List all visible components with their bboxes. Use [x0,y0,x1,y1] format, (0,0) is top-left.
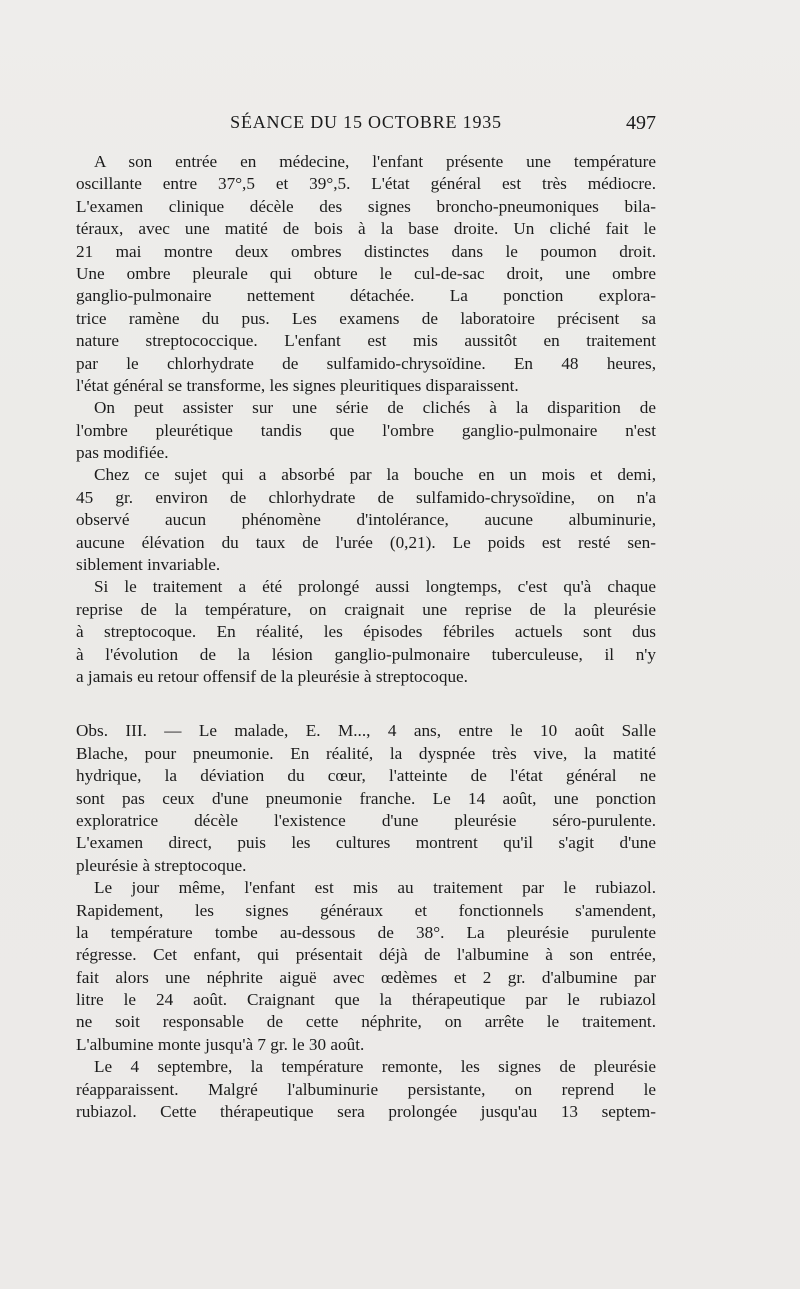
paragraph [76,151,656,397]
text-line: à l'évolution de la lésion ganglio-pulmonaire tuberculeuse, il n'y [76,644,656,664]
text-line: ganglio-pulmonaire nettement détachée. La ponction explora- [76,286,656,306]
section-gap [76,688,656,720]
text-line: rubiazol. Cette thérapeutique sera prolongée jusqu'au 13 septem- [76,1102,656,1122]
paragraph [76,397,656,464]
body-text [76,151,656,1123]
text-line: régresse. Cet enfant, qui présentait déjà de l'albumine à son entrée, [76,945,656,965]
text-line: Le jour même, l'enfant est mis au traitement par le rubiazol. [94,878,656,898]
text-line: oscillante entre 37°,5 et 39°,5. L'état général est très médiocre. [76,174,656,194]
text-line: a jamais eu retour offensif de la pleurésie à streptocoque. [76,666,468,686]
text-line: Rapidement, les signes généraux et fonctionnels s'amendent, [76,900,656,920]
text-line: Une ombre pleurale qui obture le cul-de-sac droit, une ombre [76,263,656,283]
text-line: L'albumine monte jusqu'à 7 gr. le 30 août. [76,1034,365,1054]
text-line: A son entrée en médecine, l'enfant présente une température [94,152,656,171]
text-line: L'examen direct, puis les cultures montrent qu'il s'agit d'une [76,833,656,853]
paragraph [76,576,656,688]
text-line: nature streptococcique. L'enfant est mis aussitôt en traitement [76,331,656,351]
paragraph [76,1056,656,1123]
text-line: à streptocoque. En réalité, les épisodes fébriles actuels sont dus [76,622,656,642]
paragraph [76,464,656,576]
text-line: litre le 24 août. Craignant que la thérapeutique par le rubiazol [76,990,656,1010]
text-line: siblement invariable. [76,555,221,575]
text-line: Le 4 septembre, la température remonte, les signes de pleurésie [94,1057,656,1077]
text-line: ne soit responsable de cette néphrite, on arrête le traitement. [76,1012,656,1032]
text-line: 45 gr. environ de chlorhydrate de sulfamido-chrysoïdine, on n'a [76,487,656,507]
running-title: SÉANCE DU 15 OCTOBRE 1935 [230,112,502,132]
text-line: exploratrice décèle l'existence d'une pleurésie séro-purulente. [76,810,656,830]
text-line: pleurésie à streptocoque. [76,855,247,875]
text-line: la température tombe au-dessous de 38°. La pleurésie purulente [76,922,656,942]
text-line: sont pas ceux d'une pneumonie franche. Le 14 août, une ponction [76,788,656,808]
text-line: téraux, avec une matité de bois à la base droite. Un cliché fait le [76,219,656,239]
text-line: L'examen clinique décèle des signes broncho-pneumoniques bila- [76,196,656,216]
text-line: 21 mai montre deux ombres distinctes dans le poumon droit. [76,241,656,261]
text-line: trice ramène du pus. Les examens de laboratoire précisent sa [76,308,656,328]
page-number: 497 [626,112,656,134]
running-head [76,112,656,140]
text-line: reprise de la température, on craignait une reprise de la pleurésie [76,599,656,619]
text-line: Si le traitement a été prolongé aussi longtemps, c'est qu'à chaque [94,577,656,597]
text-line: par le chlorhydrate de sulfamido-chrysoïdine. En 48 heures, [76,353,656,373]
text-line: On peut assister sur une série de clichés à la disparition de [94,398,656,418]
text-line: Chez ce sujet qui a absorbé par la bouche en un mois et demi, [94,465,656,485]
text-line: Blache, pour pneumonie. En réalité, la dyspnée très vive, la matité [76,743,656,763]
text-line: aucune élévation du taux de l'urée (0,21). Le poids est resté sen- [76,532,656,552]
text-line: hydrique, la déviation du cœur, l'atteinte de l'état général ne [76,766,656,786]
text-line: l'ombre pleurétique tandis que l'ombre ganglio-pulmonaire n'est [76,420,656,440]
paragraph [76,720,656,877]
text-line: observé aucun phénomène d'intolérance, aucune albuminurie, [76,510,656,530]
text-line: l'état général se transforme, les signes pleuritiques disparaissent. [76,375,519,395]
paragraph [76,877,656,1056]
text-line: Obs. III. — Le malade, E. M..., 4 ans, entre le 10 août Salle [76,721,656,741]
text-line: réapparaissent. Malgré l'albuminurie persistante, on reprend le [76,1079,656,1099]
text-line: pas modifiée. [76,443,169,463]
text-line: fait alors une néphrite aiguë avec œdèmes et 2 gr. d'albumine par [76,967,656,987]
